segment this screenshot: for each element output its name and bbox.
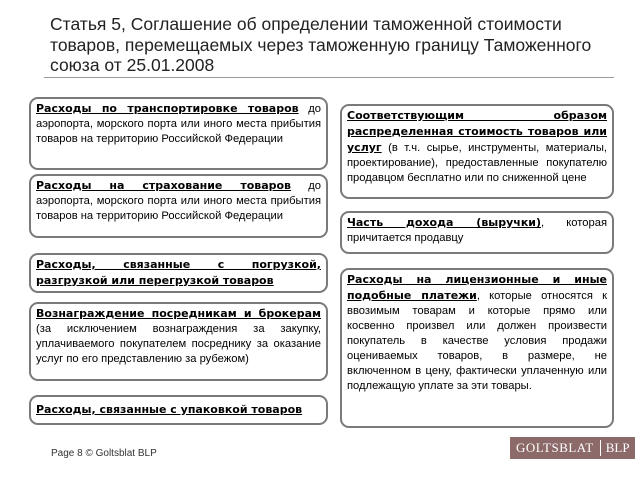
box-insurance-heading: Расходы на страхование товаров	[36, 179, 292, 192]
title-divider	[44, 77, 614, 78]
box-assists-text: (в т.ч. сырье, инструменты, материалы, проектирование), предоставленные покупателю продавцом бесплатно или по сниженной цене	[347, 142, 607, 184]
box-transport-text: до аэропорта, морского порта или иного места прибытия товаров на территорию Российской Федерации	[36, 103, 321, 145]
logo-left-text: GOLTSBLAT	[516, 440, 594, 455]
box-transport-costs	[29, 97, 328, 170]
box-royalties-heading: Расходы на лицензионные и иные подобные платежи	[347, 273, 607, 302]
box-commission-heading: Вознаграждение посредникам и брокерам	[36, 307, 321, 320]
page-footer: Page 8 © Goltsblat BLP	[51, 448, 157, 459]
box-commission	[29, 302, 328, 381]
box-loading-costs	[29, 253, 328, 293]
box-packing-costs	[29, 395, 328, 425]
box-proceeds	[340, 211, 614, 254]
box-commission-text: (за исключением вознаграждения за закупку, уплачиваемого покупателем посреднику за оказание услуг по его представлению за рубежом)	[36, 323, 321, 365]
box-proceeds-text: , которая причитается продавцу	[347, 217, 607, 244]
box-loading-heading: Расходы, связанные с погрузкой, разгрузкой или перегрузкой товаров	[36, 258, 321, 287]
box-assists-heading: Соответствующим образом распределенная стоимость товаров или услуг	[347, 109, 607, 154]
box-packing-heading: Расходы, связанные с упаковкой товаров	[36, 403, 303, 416]
goltsblat-logo	[510, 437, 635, 459]
box-royalties-text: , которые относятся к ввозимым товарам и которые прямо или косвенно произвел или должен произвести покупатель в качестве условия продажи оцениваемых товаров, в размере, не включенном в цену, фактически уплаченную или подлежащую уплате за эти товары.	[347, 290, 607, 392]
box-insurance-costs	[29, 174, 328, 238]
box-transport-heading: Расходы по транспортировке товаров	[36, 102, 299, 115]
box-royalties	[340, 268, 614, 428]
logo-right-text: BLP	[605, 440, 630, 455]
box-proceeds-heading: Часть дохода (выручки)	[347, 216, 542, 229]
slide-title: Статья 5, Соглашение об определении таможенной стоимости товаров, перемещаемых через таможенную границу Таможенного союза от 25.01.2008	[50, 14, 592, 75]
box-assists	[340, 104, 614, 199]
box-insurance-text: до аэропорта, морского порта или иного места прибытия товаров на территорию Российской Федерации	[36, 180, 321, 222]
